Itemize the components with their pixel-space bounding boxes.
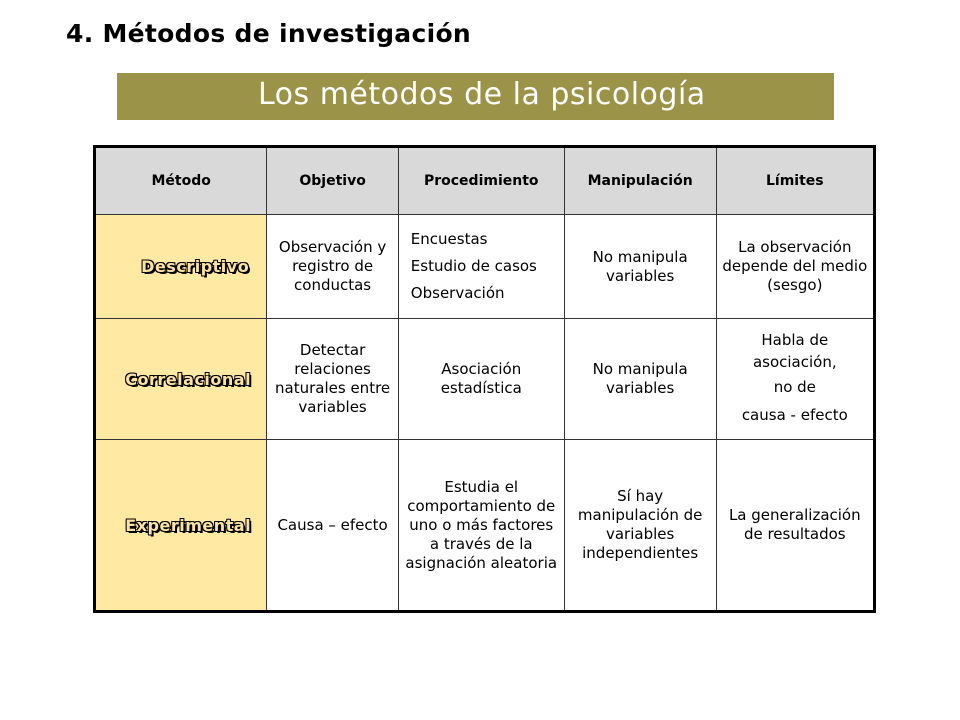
method-cell [95,215,267,319]
manipulacion-cell: No manipula variables [564,319,716,440]
limites-item: Habla de asociación, [752,331,837,371]
table-row-experimental [95,440,875,612]
objetivo-cell: Observación y registro de conductas [267,215,398,319]
manipulacion-cell: No manipula variables [564,215,716,319]
procedimiento-cell: Estudia el comportamiento de uno o más factores a través de la asignación aleatoria [398,440,564,612]
limites-cell: La generalización de resultados [716,440,874,612]
header-limites: Límites [716,147,874,215]
banner-title: Los métodos de la psicología [258,77,706,112]
procedimiento-cell [398,215,564,319]
header-manipulacion: Manipulación [564,147,716,215]
table-row-descriptivo [95,215,875,319]
method-cell [95,440,267,612]
methods-table [93,145,876,613]
limites-item: no de [773,378,816,396]
header-objetivo: Objetivo [267,147,398,215]
header-procedimiento: Procedimiento [398,147,564,215]
method-label-experimental: Experimental [125,515,252,535]
objetivo-cell: Causa – efecto [267,440,398,612]
procedimiento-item: Encuestas [410,230,488,248]
procedimiento-cell: Asociación estadística [398,319,564,440]
method-label-descriptivo: Descriptivo [141,257,250,276]
procedimiento-item: Observación [410,284,505,302]
method-label-correlacional: Correlacional [125,369,252,389]
method-cell [95,319,267,440]
objetivo-cell: Detectar relaciones naturales entre variables [267,319,398,440]
table-row-correlacional [95,319,875,440]
procedimiento-item: Estudio de casos [410,257,537,275]
limites-item: causa - efecto [741,406,848,424]
limites-cell: La observación depende del medio (sesgo) [716,215,874,319]
manipulacion-cell: Sí hay manipulación de variables independientes [564,440,716,612]
limites-cell [716,319,874,440]
header-metodo: Método [95,147,267,215]
title-banner [117,73,834,120]
slide-heading: 4. Métodos de investigación [66,19,472,48]
table-header-row [95,147,875,215]
